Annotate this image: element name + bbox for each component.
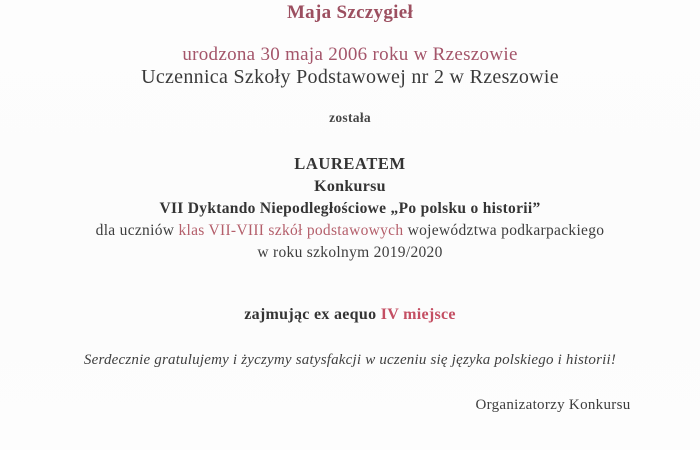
school-year-line: w roku szkolnym 2019/2020	[257, 244, 443, 261]
congratulations-line: Serdecznie gratulujemy i życzymy satysfakcji w uczeniu się języka polskiego i historii!	[83, 352, 617, 368]
became-line: została	[329, 110, 371, 125]
signature-line: Organizatorzy Konkursu	[475, 397, 631, 413]
audience-highlight: klas VII-VIII szkół podstawowych	[178, 222, 404, 239]
placement-highlight: IV miejsce	[380, 306, 456, 323]
placement-line	[0, 306, 700, 324]
school-line: Uczennica Szkoły Podstawowej nr 2 w Rzeszowie	[141, 66, 559, 88]
audience-prefix: dla uczniów	[95, 222, 179, 239]
recipient-name: Maja Szczygieł	[286, 2, 414, 23]
placement-prefix: zajmując ex aequo	[244, 306, 381, 323]
contest-name: VII Dyktando Niepodległościowe „Po polsku o historii”	[159, 200, 541, 217]
award-title: LAUREATEM	[294, 154, 406, 173]
audience-suffix: województwa podkarpackiego	[403, 222, 605, 239]
birth-line: urodzona 30 maja 2006 roku w Rzeszowie	[182, 44, 518, 65]
audience-line	[0, 222, 700, 240]
contest-label: Konkursu	[314, 178, 386, 195]
